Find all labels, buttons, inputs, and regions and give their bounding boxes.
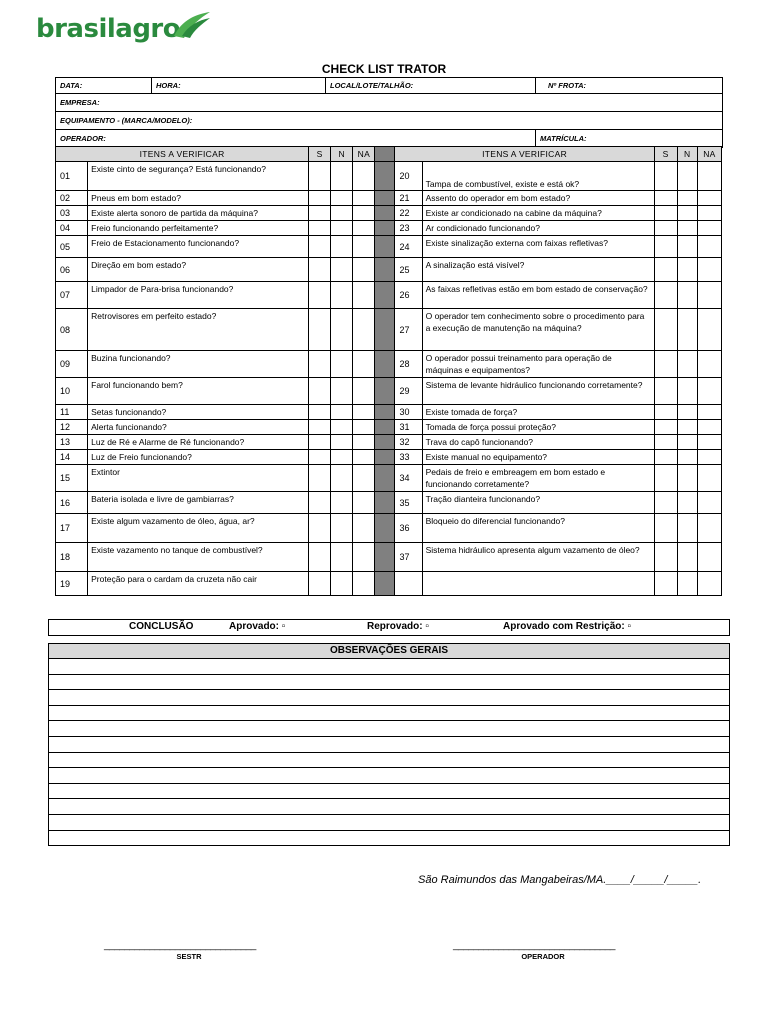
leaf-swoosh-icon — [172, 10, 212, 40]
check-na-cell[interactable] — [353, 258, 375, 282]
check-na-cell[interactable] — [697, 514, 721, 543]
check-na-cell[interactable] — [697, 206, 721, 221]
rejected-checkbox[interactable]: Reprovado: ▫ — [367, 621, 429, 632]
check-s-cell[interactable] — [654, 236, 677, 258]
check-na-cell[interactable] — [697, 543, 721, 572]
observations-title: OBSERVAÇÕES GERAIS — [49, 644, 729, 659]
item-question: Trava do capô funcionando? — [422, 435, 654, 450]
check-n-cell[interactable] — [331, 221, 353, 236]
check-s-cell[interactable] — [309, 405, 331, 420]
item-question: Tração dianteira funcionando? — [422, 492, 654, 514]
item-question — [422, 572, 654, 596]
observations-box — [48, 643, 730, 846]
col-na-left: NA — [353, 147, 375, 162]
check-s-cell[interactable] — [654, 543, 677, 572]
item-number: 29 — [395, 378, 422, 405]
item-question: Existe alerta sonoro de partida da máquina? — [88, 206, 309, 221]
column-separator — [375, 206, 395, 221]
check-s-cell[interactable] — [309, 191, 331, 206]
column-separator — [375, 147, 395, 162]
observation-line[interactable] — [49, 675, 729, 691]
item-question: Setas funcionando? — [88, 405, 309, 420]
col-n-left: N — [331, 147, 353, 162]
item-number: 07 — [56, 282, 88, 309]
checklist-row — [56, 450, 722, 465]
check-na-cell[interactable] — [697, 282, 721, 309]
company-field[interactable]: EMPRESA: — [56, 94, 723, 112]
item-number: 15 — [56, 465, 88, 492]
observation-line[interactable] — [49, 784, 729, 800]
check-s-cell[interactable] — [654, 572, 677, 596]
item-number: 01 — [56, 162, 88, 191]
check-s-cell[interactable] — [654, 162, 677, 191]
check-na-cell[interactable] — [353, 420, 375, 435]
check-n-cell[interactable] — [331, 450, 353, 465]
check-s-cell[interactable] — [654, 465, 677, 492]
check-n-cell[interactable] — [331, 309, 353, 351]
check-n-cell[interactable] — [677, 378, 697, 405]
column-separator — [375, 492, 395, 514]
checklist-row — [56, 435, 722, 450]
logo-wordmark: brasilagro — [36, 14, 181, 44]
equipment-field[interactable]: EQUIPAMENTO - (MARCA/MODELO): — [56, 112, 723, 130]
item-number: 24 — [395, 236, 422, 258]
item-question: A sinalização está visível? — [422, 258, 654, 282]
item-question: Farol funcionando bem? — [88, 378, 309, 405]
check-na-cell[interactable] — [697, 572, 721, 596]
check-na-cell[interactable] — [697, 435, 721, 450]
item-question: Pneus em bom estado? — [88, 191, 309, 206]
column-separator — [375, 572, 395, 596]
observation-line[interactable] — [49, 753, 729, 769]
item-question: Proteção para o cardam da cruzeta não cair — [88, 572, 309, 596]
item-question: Existe sinalização externa com faixas refletivas? — [422, 236, 654, 258]
checklist-table — [55, 146, 722, 596]
check-s-cell[interactable] — [654, 309, 677, 351]
check-na-cell[interactable] — [697, 236, 721, 258]
items-header-left: ITENS A VERIFICAR — [56, 147, 309, 162]
item-question: Assento do operador em bom estado? — [422, 191, 654, 206]
item-number: 06 — [56, 258, 88, 282]
item-number: 21 — [395, 191, 422, 206]
checklist-row — [56, 258, 722, 282]
check-n-cell[interactable] — [331, 191, 353, 206]
item-question: Bloqueio do diferencial funcionando? — [422, 514, 654, 543]
check-s-cell[interactable] — [309, 465, 331, 492]
check-n-cell[interactable] — [331, 435, 353, 450]
item-question: Buzina funcionando? — [88, 351, 309, 378]
check-s-cell[interactable] — [309, 420, 331, 435]
check-na-cell[interactable] — [697, 378, 721, 405]
check-na-cell[interactable] — [353, 514, 375, 543]
checklist-row — [56, 351, 722, 378]
column-separator — [375, 514, 395, 543]
check-n-cell[interactable] — [677, 435, 697, 450]
check-na-cell[interactable] — [353, 378, 375, 405]
item-question: As faixas refletivas estão em bom estado de conservação? — [422, 282, 654, 309]
check-na-cell[interactable] — [353, 309, 375, 351]
column-separator — [375, 221, 395, 236]
check-na-cell[interactable] — [353, 405, 375, 420]
item-question: Sistema de levante hidráulico funcionando corretamente? — [422, 378, 654, 405]
column-separator — [375, 258, 395, 282]
conclusion-bar — [48, 619, 730, 636]
check-s-cell[interactable] — [309, 572, 331, 596]
check-n-cell[interactable] — [331, 405, 353, 420]
check-n-cell[interactable] — [677, 221, 697, 236]
check-s-cell[interactable] — [654, 514, 677, 543]
page-title: CHECK LIST TRATOR — [321, 62, 447, 76]
item-number: 32 — [395, 435, 422, 450]
check-na-cell[interactable] — [697, 191, 721, 206]
fleet-number-field[interactable]: Nº FROTA: — [536, 78, 723, 94]
sestr-signature-line[interactable]: ______________________________ — [104, 940, 256, 951]
check-n-cell[interactable] — [331, 572, 353, 596]
check-na-cell[interactable] — [697, 420, 721, 435]
check-na-cell[interactable] — [353, 282, 375, 309]
item-question: Tomada de força possui proteção? — [422, 420, 654, 435]
item-number: 22 — [395, 206, 422, 221]
check-n-cell[interactable] — [677, 191, 697, 206]
check-s-cell[interactable] — [309, 309, 331, 351]
column-separator — [375, 420, 395, 435]
check-n-cell[interactable] — [677, 206, 697, 221]
item-number: 12 — [56, 420, 88, 435]
check-na-cell[interactable] — [353, 206, 375, 221]
observation-line[interactable] — [49, 690, 729, 706]
check-na-cell[interactable] — [353, 435, 375, 450]
item-number: 26 — [395, 282, 422, 309]
check-n-cell[interactable] — [677, 162, 697, 191]
item-number: 31 — [395, 420, 422, 435]
check-na-cell[interactable] — [353, 543, 375, 572]
item-question: Freio de Estacionamento funcionando? — [88, 236, 309, 258]
check-na-cell[interactable] — [697, 258, 721, 282]
check-s-cell[interactable] — [309, 162, 331, 191]
conclusion-label: CONCLUSÃO — [129, 621, 194, 632]
observation-line[interactable] — [49, 737, 729, 753]
column-separator — [375, 191, 395, 206]
check-na-cell[interactable] — [697, 309, 721, 351]
col-s-left: S — [309, 147, 331, 162]
observation-line[interactable] — [49, 721, 729, 737]
item-number: 37 — [395, 543, 422, 572]
checklist-row — [56, 572, 722, 596]
check-n-cell[interactable] — [677, 236, 697, 258]
col-na-right: NA — [697, 147, 721, 162]
column-separator — [375, 282, 395, 309]
check-n-cell[interactable] — [331, 258, 353, 282]
checklist-row — [56, 191, 722, 206]
item-question: Existe vazamento no tanque de combustível? — [88, 543, 309, 572]
check-n-cell[interactable] — [331, 514, 353, 543]
item-question: Bateria isolada e livre de gambiarras? — [88, 492, 309, 514]
restricted-checkbox[interactable]: Aprovado com Restrição: ▫ — [503, 621, 632, 632]
item-question: O operador tem conhecimento sobre o procedimento para a execução de manutenção na máquina? — [422, 309, 654, 351]
item-number: 16 — [56, 492, 88, 514]
observation-line[interactable] — [49, 815, 729, 831]
check-n-cell[interactable] — [677, 351, 697, 378]
column-separator — [375, 378, 395, 405]
check-s-cell[interactable] — [654, 450, 677, 465]
check-n-cell[interactable] — [677, 450, 697, 465]
checklist-row — [56, 465, 722, 492]
item-question: Sistema hidráulico apresenta algum vazamento de óleo? — [422, 543, 654, 572]
check-s-cell[interactable] — [309, 514, 331, 543]
approved-checkbox[interactable]: Aprovado: ▫ — [229, 621, 286, 632]
item-number: 34 — [395, 465, 422, 492]
check-n-cell[interactable] — [331, 162, 353, 191]
column-separator — [375, 543, 395, 572]
check-na-cell[interactable] — [353, 221, 375, 236]
check-na-cell[interactable] — [353, 465, 375, 492]
check-n-cell[interactable] — [331, 351, 353, 378]
col-s-right: S — [654, 147, 677, 162]
check-na-cell[interactable] — [697, 351, 721, 378]
item-question: Freio funcionando perfeitamente? — [88, 221, 309, 236]
check-s-cell[interactable] — [309, 435, 331, 450]
check-n-cell[interactable] — [331, 420, 353, 435]
item-question: Pedais de freio e embreagem em bom estado e funcionando corretamente? — [422, 465, 654, 492]
item-number: 18 — [56, 543, 88, 572]
operator-signature-line[interactable]: ________________________________ — [453, 940, 615, 951]
check-n-cell[interactable] — [677, 405, 697, 420]
check-n-cell[interactable] — [677, 514, 697, 543]
item-number: 08 — [56, 309, 88, 351]
item-number: 36 — [395, 514, 422, 543]
check-n-cell[interactable] — [331, 492, 353, 514]
item-number: 04 — [56, 221, 88, 236]
check-s-cell[interactable] — [654, 221, 677, 236]
check-s-cell[interactable] — [654, 282, 677, 309]
checklist-row — [56, 378, 722, 405]
operator-field[interactable]: OPERADOR: — [56, 130, 536, 148]
check-s-cell[interactable] — [309, 282, 331, 309]
item-question: Luz de Freio funcionando? — [88, 450, 309, 465]
item-question: Existe ar condicionado na cabine da máquina? — [422, 206, 654, 221]
check-s-cell[interactable] — [654, 206, 677, 221]
check-s-cell[interactable] — [309, 378, 331, 405]
check-n-cell[interactable] — [677, 282, 697, 309]
observation-line[interactable] — [49, 799, 729, 815]
check-n-cell[interactable] — [677, 543, 697, 572]
check-na-cell[interactable] — [697, 450, 721, 465]
check-n-cell[interactable] — [331, 378, 353, 405]
checklist-row — [56, 543, 722, 572]
item-number: 27 — [395, 309, 422, 351]
column-separator — [375, 309, 395, 351]
check-n-cell[interactable] — [331, 236, 353, 258]
check-s-cell[interactable] — [654, 191, 677, 206]
observation-line[interactable] — [49, 768, 729, 784]
item-question: Alerta funcionando? — [88, 420, 309, 435]
checklist-row — [56, 492, 722, 514]
check-n-cell[interactable] — [677, 572, 697, 596]
item-number: 13 — [56, 435, 88, 450]
check-n-cell[interactable] — [677, 420, 697, 435]
operator-signature-label: OPERADOR — [521, 952, 565, 961]
item-number: 14 — [56, 450, 88, 465]
column-separator — [375, 162, 395, 191]
check-s-cell[interactable] — [309, 236, 331, 258]
item-number: 35 — [395, 492, 422, 514]
check-na-cell[interactable] — [697, 492, 721, 514]
checklist-row — [56, 420, 722, 435]
check-na-cell[interactable] — [697, 405, 721, 420]
item-number: 23 — [395, 221, 422, 236]
item-question: Existe cinto de segurança? Está funcionando? — [88, 162, 309, 191]
item-question: Direção em bom estado? — [88, 258, 309, 282]
item-number: 05 — [56, 236, 88, 258]
item-question: Tampa de combustível, existe e está ok? — [422, 162, 654, 191]
check-s-cell[interactable] — [654, 405, 677, 420]
observation-line[interactable] — [49, 831, 729, 846]
item-question: Existe manual no equipamento? — [422, 450, 654, 465]
item-number: 10 — [56, 378, 88, 405]
check-s-cell[interactable] — [309, 221, 331, 236]
column-separator — [375, 351, 395, 378]
check-s-cell[interactable] — [309, 258, 331, 282]
location-field[interactable]: LOCAL/LOTE/TALHÃO: — [326, 78, 536, 94]
check-n-cell[interactable] — [677, 258, 697, 282]
check-n-cell[interactable] — [677, 309, 697, 351]
checklist-row — [56, 206, 722, 221]
item-number: 09 — [56, 351, 88, 378]
date-field[interactable]: DATA: — [56, 78, 152, 94]
item-question: Existe tomada de força? — [422, 405, 654, 420]
check-na-cell[interactable] — [697, 162, 721, 191]
item-number: 20 — [395, 162, 422, 191]
item-number: 33 — [395, 450, 422, 465]
observation-line[interactable] — [49, 706, 729, 722]
check-na-cell[interactable] — [353, 162, 375, 191]
check-s-cell[interactable] — [309, 450, 331, 465]
check-n-cell[interactable] — [331, 543, 353, 572]
time-field[interactable]: HORA: — [152, 78, 326, 94]
check-s-cell[interactable] — [654, 420, 677, 435]
column-separator — [375, 405, 395, 420]
checklist-row — [56, 405, 722, 420]
item-question: O operador possui treinamento para operação de máquinas e equipamentos? — [422, 351, 654, 378]
column-separator — [375, 450, 395, 465]
check-s-cell[interactable] — [654, 378, 677, 405]
item-number: 02 — [56, 191, 88, 206]
check-s-cell[interactable] — [654, 351, 677, 378]
check-na-cell[interactable] — [697, 465, 721, 492]
item-number: 25 — [395, 258, 422, 282]
items-header-right: ITENS A VERIFICAR — [395, 147, 654, 162]
item-number — [395, 572, 422, 596]
check-n-cell[interactable] — [331, 282, 353, 309]
check-s-cell[interactable] — [309, 206, 331, 221]
col-n-right: N — [677, 147, 697, 162]
item-question: Limpador de Para-brisa funcionando? — [88, 282, 309, 309]
checklist-row — [56, 221, 722, 236]
check-n-cell[interactable] — [331, 206, 353, 221]
check-n-cell[interactable] — [677, 465, 697, 492]
checklist-row — [56, 514, 722, 543]
checklist-row — [56, 282, 722, 309]
observation-line[interactable] — [49, 659, 729, 675]
column-separator — [375, 236, 395, 258]
item-number: 30 — [395, 405, 422, 420]
item-number: 17 — [56, 514, 88, 543]
checklist-row — [56, 309, 722, 351]
item-number: 03 — [56, 206, 88, 221]
check-na-cell[interactable] — [353, 492, 375, 514]
check-s-cell[interactable] — [654, 492, 677, 514]
column-separator — [375, 435, 395, 450]
item-number: 28 — [395, 351, 422, 378]
item-question: Ar condicionado funcionando? — [422, 221, 654, 236]
header-form — [55, 77, 723, 148]
check-na-cell[interactable] — [353, 351, 375, 378]
checklist-row — [56, 236, 722, 258]
sestr-label: SESTR — [176, 952, 202, 961]
registration-field[interactable]: MATRÍCULA: — [536, 130, 723, 148]
item-question: Luz de Ré e Alarme de Ré funcionando? — [88, 435, 309, 450]
check-s-cell[interactable] — [654, 435, 677, 450]
check-na-cell[interactable] — [353, 450, 375, 465]
check-na-cell[interactable] — [353, 236, 375, 258]
check-n-cell[interactable] — [677, 492, 697, 514]
check-s-cell[interactable] — [654, 258, 677, 282]
item-question: Existe algum vazamento de óleo, água, ar? — [88, 514, 309, 543]
check-n-cell[interactable] — [331, 465, 353, 492]
column-separator — [375, 465, 395, 492]
check-na-cell[interactable] — [353, 572, 375, 596]
item-question: Retrovisores em perfeito estado? — [88, 309, 309, 351]
place-date-line: São Raimundos das Mangabeiras/MA.____/_____/_____. — [418, 874, 702, 886]
item-question: Extintor — [88, 465, 309, 492]
check-s-cell[interactable] — [309, 492, 331, 514]
check-s-cell[interactable] — [309, 351, 331, 378]
checklist-row — [56, 162, 722, 191]
check-na-cell[interactable] — [697, 221, 721, 236]
item-number: 11 — [56, 405, 88, 420]
check-s-cell[interactable] — [309, 543, 331, 572]
item-number: 19 — [56, 572, 88, 596]
check-na-cell[interactable] — [353, 191, 375, 206]
